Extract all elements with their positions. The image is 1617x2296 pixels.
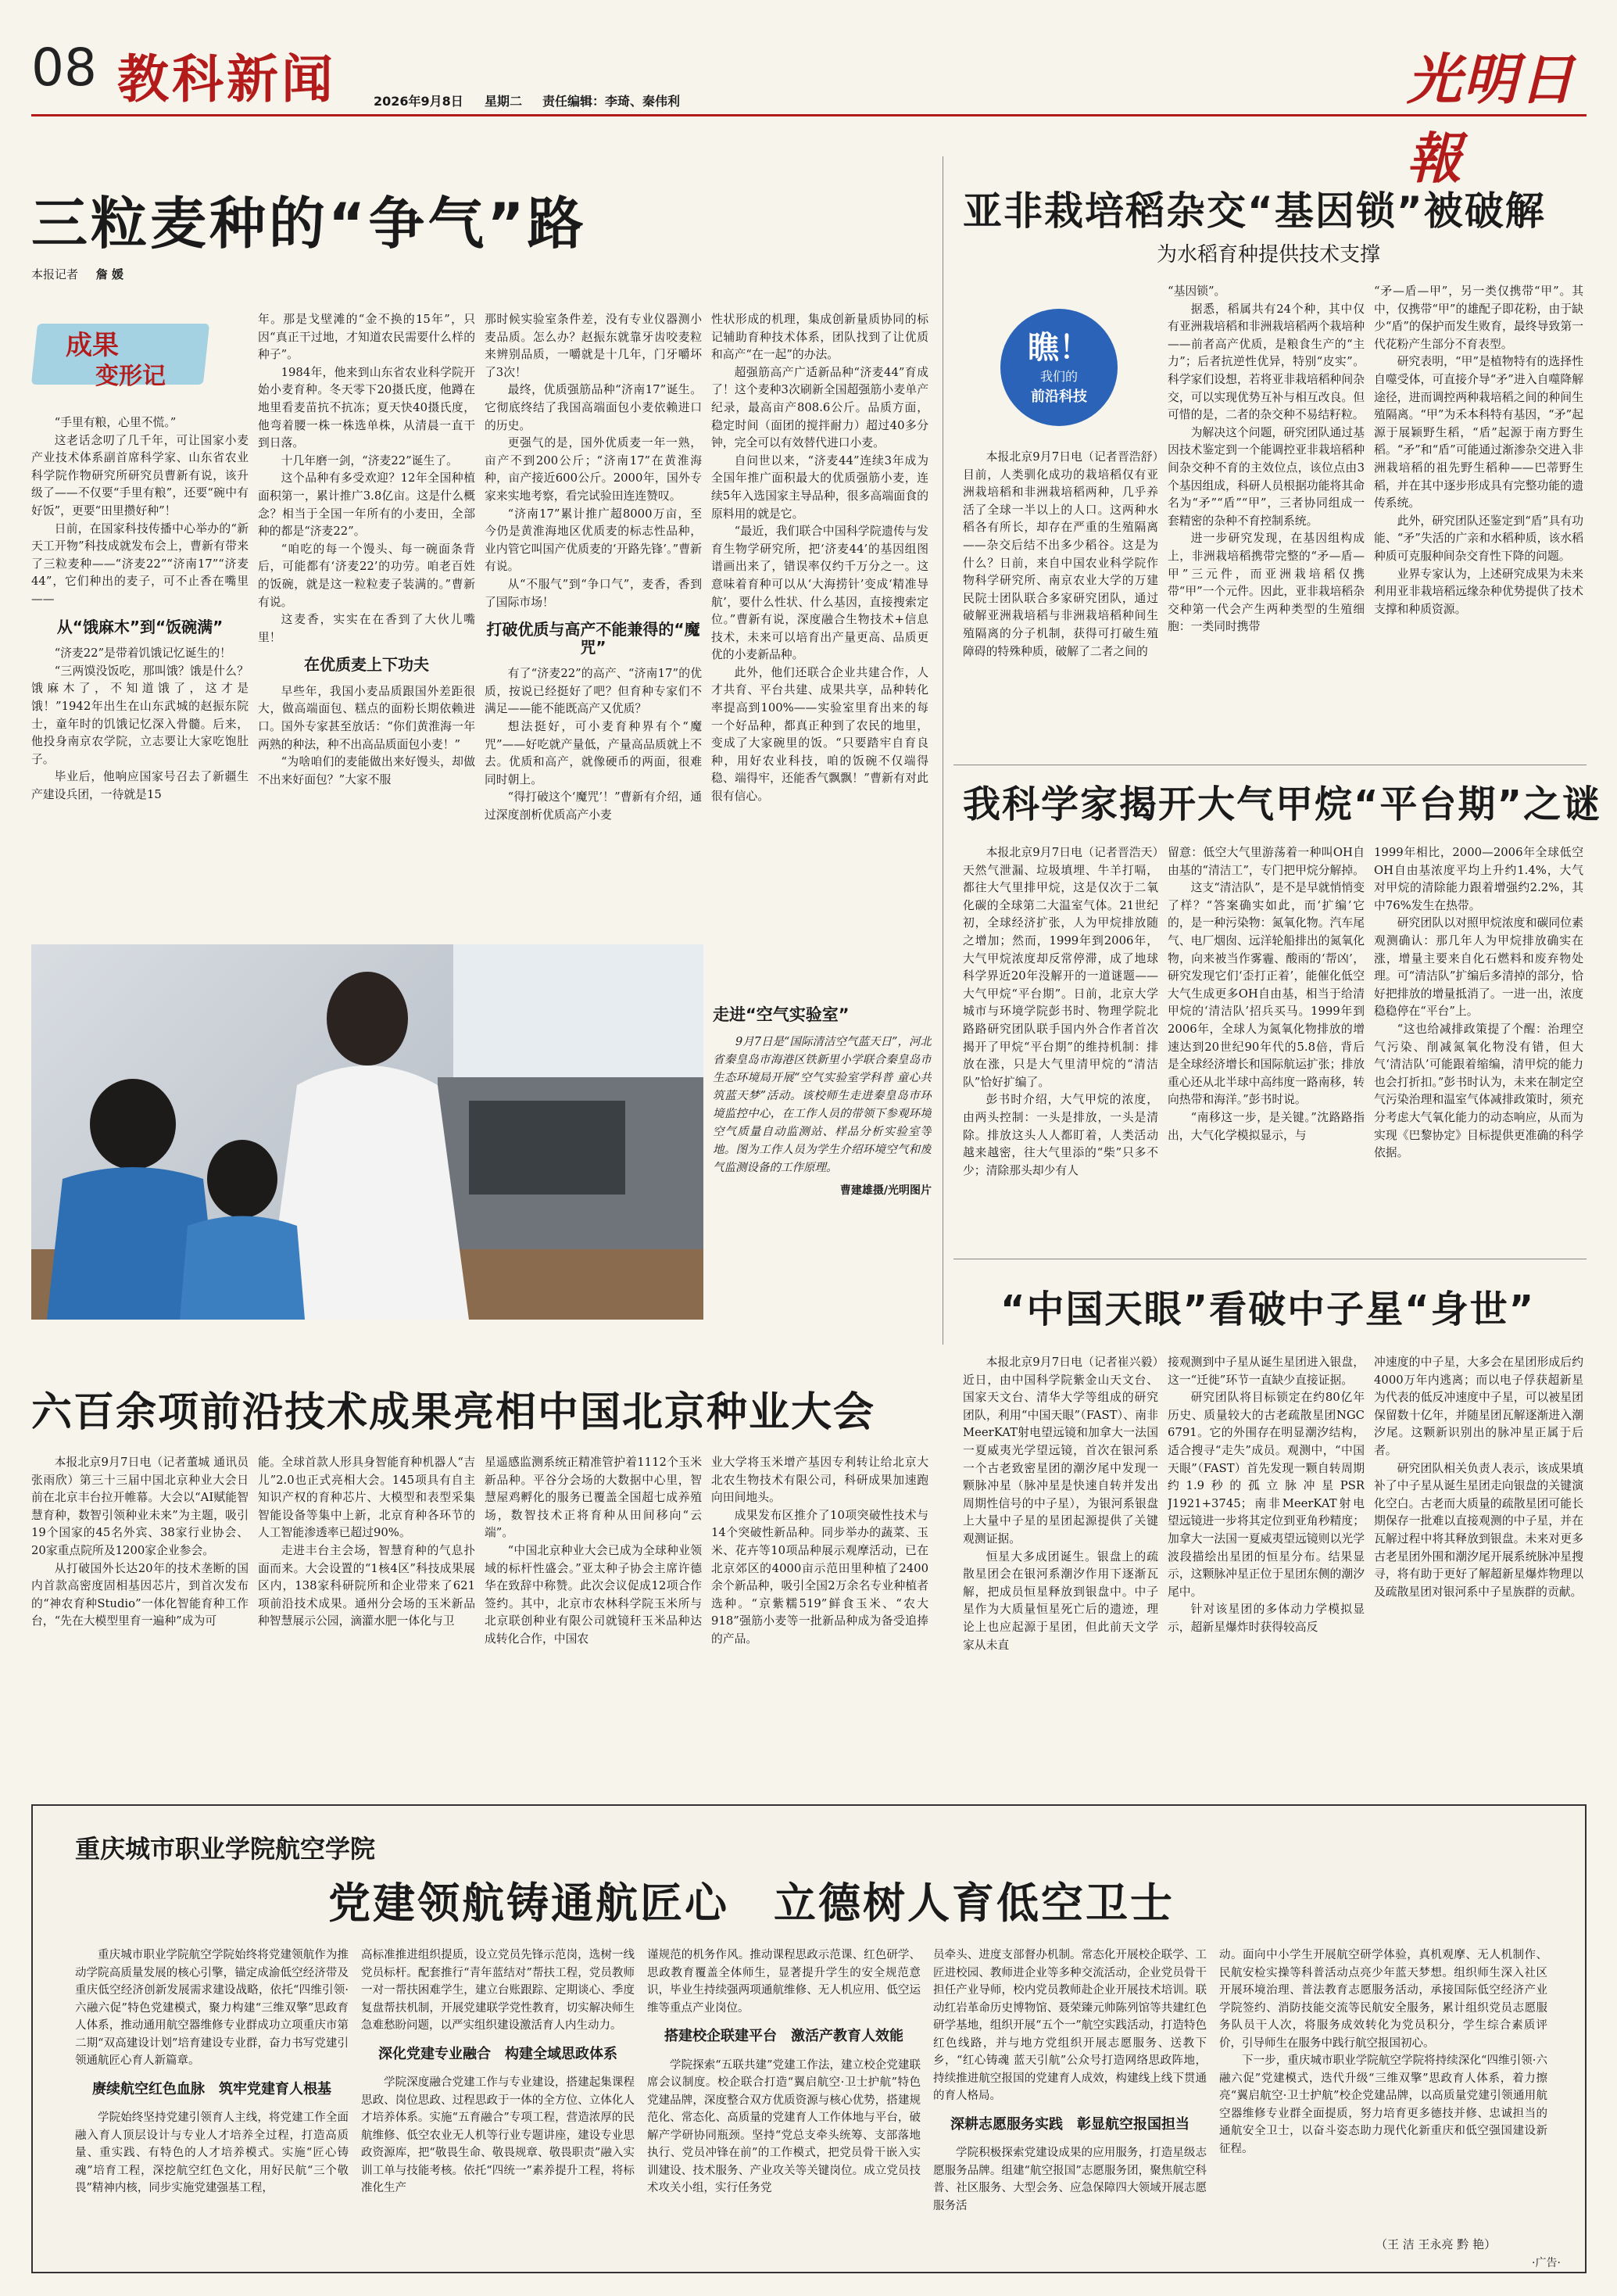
paragraph: 研究团队相关负责人表示，该成果填补了中子星从诞生星团走向银盘的关键演化空白。古老而大质量的疏散星团可能长期保存一批难以直接观测的中子星，并在瓦解过程中将其释放到银盘。未来对更多古老星团外围和潮汐尾开展系统脉冲星搜寻，将有助于更好了解超新星爆炸物理以及疏散星团对银河系中子星族群的贡献。	[1374, 1461, 1583, 1599]
photo-credit: 曹建雄摄/光明图片	[839, 1184, 932, 1197]
paragraph: 早些年，我国小麦品质跟国外差距很大，做高端面包、糕点的面粉长期依赖进口。国外专家甚至放话：“你们黄淮海一年两熟的种法，种不出高品质面包小麦！”	[258, 684, 475, 751]
article4-col2	[1168, 1354, 1365, 1761]
paragraph: 星遥感监测系统正精准管护着1112个玉米新品种。平谷分会场的大数据中心里，智慧屋鸡孵化的服务已覆盖全国超七成养殖场，数智技术正将育种从田间移向“云端”。	[485, 1456, 702, 1540]
paragraph: 年。那是戈壁滩的“金不换的15年”，只因“真正干过地，才知道农民需要什么样的种子”。	[258, 313, 475, 362]
paragraph: 走进丰台主会场，智慧育种的气息扑面而来。大会设置的“1核4区”科技成果展区内，138家科研院所和企业带来了621项前沿技术成果。通州分会场的玉米新品种智慧展示公园，滴灌水肥一体化与卫	[258, 1543, 475, 1628]
paragraph: 从“不服气”到“争口气”，麦香，香到了国际市场！	[485, 577, 702, 609]
paragraph: 本报北京9月7日电（记者晋浩舒）目前，人类驯化成功的栽培稻仅有亚洲栽培稻和非洲栽培稻两种，几乎养活了全球一半以上的人口。这两种水稻各有所长，却存在严重的生殖隔离——杂交后结不出多少稻谷。这是为什么？日前，来自中国农业科学院作物科学研究所、南京农业大学的万建民院士团队联合多家研究团队，通过破解亚洲栽培稻与非洲栽培稻种间生殖隔离的分子机制，获得可打破生殖障碍的特殊种质，破解了二者之间的	[963, 450, 1158, 658]
subhead: 深耕志愿服务实践 彰显航空报国担当	[950, 2115, 1189, 2133]
article1-byline-prefix: 本报记者	[31, 267, 79, 281]
paragraph: 那时候实验室条件差，没有专业仪器测小麦品质。怎么办？赵振东就靠牙齿咬麦粒来辨别品质，一嚼就是十几年，门牙嚼坏了3次！	[485, 313, 702, 379]
article5-col1	[31, 1454, 249, 1782]
news-photo	[31, 944, 703, 1320]
editors: 责任编辑：李琦、秦伟利	[542, 94, 681, 109]
article1-badge	[34, 313, 214, 399]
badge-line1: 成果	[66, 330, 119, 361]
photo-illustration	[31, 944, 703, 1320]
ad-col4	[933, 1947, 1207, 2259]
paragraph: “最近，我们联合中国科学院遗传与发育生物学研究所，把‘济麦44’的基因组图谱画出来了，错误率仅约千万分之一。这意味着育种可以从‘大海捞针’变成‘精准导航’，要什么性状、什么基因，直接搜索定位。”曹新有说，深度融合生物技术+信息技术，未来可以培育出产量更高、品质更优的小麦新品种。	[711, 525, 928, 662]
paragraph: 日前，在国家科技传播中心举办的“新天工开物”科技成就发布会上，曹新有带来了三粒麦种——“济麦22”“济南17”“济麦44”，它们种出的麦子，可不止香在嘴里——	[31, 521, 249, 606]
article5-col2	[258, 1454, 475, 1782]
article2-subtitle: 为水稻育种提供技术支撑	[1157, 243, 1381, 267]
paragraph: 从打破国外长达20年的技术垄断的国内首款高密度固相基因芯片，到首次发布的“神农育种Studio”一体化智能育种工作台，“先在大模型里育一遍种”成为可	[31, 1561, 249, 1628]
paragraph: 动。面向中小学生开展航空研学体验，真机观摩、无人机制作、民航安检实操等科普活动点亮少年蓝天梦想。组织师生深入社区开展环境治理、普法教育志愿服务活动，承接国际低空经济产业学院签约、消防技能交流等民航安全服务，累计组织党员志愿服务队员干人次，将服务成效转化为党员积分，学生综合素质评价，引导师生在服务中践行航空报国初心。	[1219, 1949, 1547, 2050]
paragraph: 进一步研究发现，在基因组构成上，非洲栽培稻携带完整的“矛—盾—甲”三元件，而亚洲栽培稻仅携带“甲”一个元件。因此，亚非栽培稻杂交种第一代会产生两种类型的生殖细胞：一类同时携带	[1168, 532, 1365, 634]
article4-col3	[1374, 1354, 1583, 1761]
paragraph: 这老话念叨了几千年，可让国家小麦产业技术体系副首席科学家、山东省农业科学院作物研究所研究员曹新有说，该升级了——不仅要“手里有粮”，还要“碗中有好饭”，更要“田里攒好种”！	[31, 433, 249, 518]
paragraph: 针对该星团的多体动力学模拟显示，超新星爆炸时获得较高反	[1168, 1603, 1365, 1634]
issue-date: 2026年9月8日	[374, 94, 463, 109]
ad-col2	[361, 1947, 635, 2259]
issue-weekday: 星期二	[485, 94, 523, 109]
article4-title: “中国天眼”看破中子星“身世”	[1000, 1288, 1536, 1331]
paragraph: 想法挺好，可小麦育种界有个“魔咒”——好吃就产量低，产量高品质就上不去。优质和高产，就像硬币的两面，很难同时朝上。	[485, 720, 702, 786]
ad-signature: （王 洁 王永亮 黔 艳）	[1376, 2237, 1497, 2251]
paragraph: 员牵头、进度支部督办机制。常态化开展校企联学、工匠进校园、教师进企业等多种交流活动，企业党员骨干担任产业导师，校内党员教师赴企业开展技术培训。联动红岩革命历史博物馆、聂荣臻元帅陈列馆等共建红色研学基地，组织开展“五个一”航空实践活动，打造特色红色线路，并与地方党组织开展志愿服务、送教下乡，“红心铸魂 蓝天引航”公众号打造网络思政阵地，持续推进航空报国的党建育人成效，构建线上线下贯通的育人格局。	[933, 1949, 1207, 2102]
paragraph: 学院探索“五联共建”党建工作法，建立校企党建联席会议制度。校企联合打造“翼启航空·卫士护航”特色党建品牌，深度整合双方优质资源与核心优势，搭建规范化、常态化、高质量的党建育人工作体地与平台，破解产学研协同瓶颈。坚持“党总支牵头统筹、支部落地执行、党员冲锋在前”的工作模式，把党员骨干嵌入实训建设、技术服务、产业攻关等关键岗位。成立党员技术攻关小组，实行任务党	[647, 2058, 921, 2194]
article5-col3	[485, 1454, 702, 1782]
paragraph: 为解决这个问题，研究团队通过基因技术鉴定到一个能调控亚非栽培稻种间杂交种不育的主效位点，该位点由3个基因组成，科研人员根据功能将其命名为“矛”“盾”“甲”，三者协同组成一套精密的杂种不育控制系统。	[1168, 425, 1365, 528]
article1-col1	[31, 414, 249, 907]
ad-org: 重庆城市职业学院航空学院	[75, 1834, 376, 1864]
paragraph: “三两馍没饭吃，那叫饿？饿是什么？饿麻木了，不知道饿了，这才是饿！”1942年出生在山东武城的赵振东院士，童年时的饥饿记忆深入骨髓。后来，他投身南京农学院，立志要让大家吃饱肚子。	[31, 664, 249, 766]
subhead: 深化党建专业融合 构建全域思政体系	[378, 2045, 617, 2062]
paragraph: 高标准推进组织提质，设立党员先锋示范岗，选树一线党员标杆。配套推行“青年蓝结对”帮扶工程，党员教师一对一帮扶困难学生，建立台账跟踪、定期谈心、季度复盘帮扶机制，开展党建联学党性教育，切实解决师生急难愁盼问题，以严实组织建设激活育人内生动力。	[361, 1949, 635, 2032]
subhead: 在优质麦上下功夫	[304, 655, 429, 675]
paragraph: 研究团队将目标锁定在约80亿年历史、质量较大的古老疏散星团NGC 6791。它的外围存在明显潮汐结构，适合搜寻“走失”成员。观测中，“中国天眼”（FAST）首先发现一颗自转周期约1.9秒的孤立脉冲星PSR J1921+3745；南非MeerKAT射电望远镜进一步将其定位到亚角秒精度；加拿大一法国一夏威夷望远镜则以光学波段描绘出星团的恒星分布。结果显示，这颗脉冲星正位于星团东侧的潮汐尾中。	[1168, 1391, 1365, 1599]
paragraph: “为啥咱们的麦能做出来好馒头，却做不出来好面包？”大家不服	[258, 755, 475, 786]
masthead-rule	[31, 114, 1587, 116]
subhead: 打破优质与高产不能兼得的“魔咒”	[486, 620, 700, 657]
ad-col5	[1219, 1947, 1547, 2233]
article1-byline-name: 詹 媛	[95, 267, 124, 281]
article3-col3	[1374, 844, 1583, 1251]
paragraph: 下一步，重庆城市职业学院航空学院将持续深化“四维引领·六融六促”党建模式，迭代升级“三维双擎”思政育人体系，着力擦亮“翼启航空·卫士护航”校企党建品牌，以高质量党建引领通用航空器维修专业群全面提质，努力培育更多德技并修、忠诚担当的通航安全卫士，以奋斗姿态助力现代化新重庆和低空强国建设新征程。	[1219, 2054, 1547, 2155]
paragraph: “济麦22”是带着饥饿记忆诞生的！	[54, 647, 231, 661]
paragraph: 接观测到中子星从诞生星团进入银盘，这一“迁徙”环节一直缺少直接证据。	[1168, 1356, 1365, 1387]
paragraph: 能。全球首款人形具身智能育种机器人“吉儿”2.0也正式亮相大会。145项具有自主知识产权的育种芯片、大模型和表型采集智能设备等集中上新，北京育种各环节的人工智能渗透率已超过90%。	[258, 1456, 475, 1540]
paragraph: 毕业后，他响应国家号召去了新疆生产建设兵团，一待就是15	[31, 770, 249, 801]
article5-title: 六百余项前沿技术成果亮相中国北京种业大会	[31, 1389, 876, 1436]
ad-title: 党建领航铸通航匠心 立德树人育低空卫士	[328, 1879, 1175, 1928]
paragraph: 有了“济麦22”的高产、“济南17”的优质，按说已经挺好了吧？但育种专家们不满足——能不能既高产又优质？	[485, 667, 702, 716]
paragraph: 这麦香，实实在在香到了大伙儿嘴里！	[258, 613, 475, 644]
paragraph: 这个品种有多受欢迎？12年全国种植面积第一，累计推广3.8亿亩。这是什么概念？相当于全国一年所有的小麦田，全部种的都是“济麦22”。	[258, 471, 475, 539]
newspaper-logo: 光明日報	[1407, 47, 1576, 191]
photo-caption-text: 9月7日是“国际清洁空气蓝天日”，河北省秦皇岛市海港区铁新里小学联合秦皇岛市生态环境局开展“空气实验室学科普 童心共筑蓝天梦”活动。该校师生走进秦皇岛市环境监控中心，在工作人员的带领下参观环境空气质量自动监测站、样品分析实验室等地。图为工作人员为学生介绍环境空气和废气监测设备的工作原理。	[713, 1036, 932, 1174]
paragraph: 留意：低空大气里游荡着一种叫OH自由基的“清洁工”，专门把甲烷分解掉。	[1168, 846, 1365, 877]
badge-line2: 我们的	[1039, 369, 1078, 384]
paragraph: 谨规范的机务作风。推动课程思政示范课、红色研学、思政教育覆盖全体师生，显著提升学生的安全规范意识，毕业生持续强两项通航维修、无人机应用、低空运维等重点产业岗位。	[647, 1949, 921, 2015]
paragraph: 1999年相比，2000—2006年全球低空OH自由基浓度平均上升约1.4%，大气对甲烷的清除能力跟着增强约2.2%，其中76%发生在热带。	[1374, 846, 1583, 912]
page-number: 08	[31, 38, 97, 98]
subhead: 赓续航空红色血脉 筑牢党建育人根基	[92, 2080, 331, 2097]
photo-caption-title: 走进“空气实验室”	[713, 1005, 850, 1024]
paragraph: “这也给减排政策提了个醒：治理空气污染、削减氮氧化物没有错，但大气‘清洁队’可能跟着缩编，清甲烷的能力也会打折扣。”彭书时认为，未来在制定空气污染治理和温室气体减排政策时，须充分考虑大气氧化能力的动态响应，从而为实现《巴黎协定》目标提供更准确的科学依据。	[1374, 1022, 1583, 1160]
paragraph: “咱吃的每一个馒头、每一碗面条背后，可能都有‘济麦22’的功劳。咱老百姓的饭碗，就是这一粒粒麦子装满的。”曹新有说。	[258, 542, 475, 609]
paragraph: “中国北京种业大会已成为全球种业领域的标杆性盛会。”亚太种子协会主席许德华在致辞中称赞。此次会议促成12项合作签约。其中，北京市农林科学院玉米所与北京联创种业有限公司就镜秆玉米品种达成转化合作，中国农	[485, 1543, 702, 1646]
paragraph: 成果发布区推介了10项突破性技术与14个突破性新品种。同步举办的蔬菜、玉米、花卉等10项品种展示观摩活动，已在北京郊区的4000亩示范田里种植了2400余个新品种，吸引全国2万余名专业种植者选种。“京紫糯519”鲜食玉米、“农大918”强筋小麦等一批新品种成为备受追捧的产品。	[711, 1508, 928, 1646]
article2-badge	[1000, 309, 1118, 426]
ad-col1	[75, 1947, 349, 2259]
paragraph: 这支“清洁队”，是不是早就悄悄变了样？“答案确实如此，而‘扩编’它的，是一种污染物：氮氧化物。汽车尾气、电厂烟囱、远洋轮船排出的氮氧化物，向来被当作雾霾、酸雨的‘帮凶’，研究发现它们‘歪打正着’，能催化低空大气生成更多OH自由基，相当于给清甲烷的‘清洁队’招兵买马。1999年到2006年，全球人为氮氧化物排放的增速达到20世纪90年代的5.8倍，背后是全球经济增长和国际航运扩张；排放重心还从北半球中高纬度一路南移，转向热带和海洋。”彭书时说。	[1168, 881, 1365, 1107]
paragraph: 业界专家认为，上述研究成果为未来利用亚非栽培稻远缘杂种优势提供了技术支撑和种质资源。	[1374, 567, 1583, 616]
paragraph: “得打破这个‘魔咒’！”曹新有介绍，通过深度剖析优质高产小麦	[485, 790, 702, 822]
ad-label: ·广告·	[1532, 2257, 1561, 2269]
article3-col2	[1168, 844, 1365, 1251]
paragraph: 本报北京9月7日电（记者董城 通讯员张雨欣）第三十三届中国北京种业大会日前在北京丰台拉开帷幕。大会以“AI赋能智慧育种，数智引领种业未来”为主题，吸引19个国家的45名外宾、38家行业协会、20家重点院所及1200家企业参会。	[31, 1456, 249, 1557]
paragraph: 性状形成的机理，集成创新量质协同的标记辅助育种技术体系，团队找到了让优质和高产“在一起”的办法。	[711, 313, 928, 362]
paragraph: 研究团队以对照甲烷浓度和碳同位素观测确认：那几年人为甲烷排放确实在涨，增量主要来自化石燃料和废弃物处理。可“清洁队”扩编后多清掉的部分，恰好把排放的增量抵消了。一进一出，浓度稳稳停在“平台”上。	[1374, 916, 1583, 1019]
paragraph: 本报北京9月7日电（记者崔兴毅）近日，由中国科学院紫金山天文台、国家天文台、清华大学等组成的研究团队，利用“中国天眼”（FAST）、南非MeerKAT射电望远镜和加拿大一法国一夏威夷光学望远镜，首次在银河系一个古老致密星团的潮汐尾中发现一颗脉冲星（脉冲星是快速自转并发出周期性信号的中子星），为银河系银盘上大量中子星的星团起源提供了关键观测证据。	[963, 1356, 1158, 1546]
paragraph: “南移这一步，是关键。”沈路路指出，大气化学模拟显示，与	[1168, 1110, 1365, 1142]
paragraph: 更强气的是，国外优质麦一年一熟，亩产不到200公斤；“济南17”在黄淮海种，亩产接近600公斤。2000年，国外专家来实地考察，看完试验田连连赞叹。	[485, 436, 702, 503]
person-child2-body	[180, 1216, 305, 1320]
paragraph: 1984年，他来到山东省农业科学院开始小麦育种。冬天零下20摄氏度，他蹲在地里看麦苗抗不抗冻；夏天快40摄氏度，他弯着腰一株一株选单株，从清晨一直干到日落。	[258, 365, 475, 450]
paragraph: 学院积极探索党建设成果的应用服务，打造星级志愿服务品牌。组建“航空报国”志愿服务团，聚焦航空科普、社区服务、大型会务、应急保障四大领域开展志愿服务活	[933, 2147, 1207, 2212]
subhead: 搭建校企联建平台 激活产教育人效能	[664, 2028, 903, 2044]
instrument-panel	[469, 1101, 625, 1195]
article4-col1	[963, 1354, 1158, 1761]
paragraph: 学院深度融合党建工作与专业建设，搭建起集课程思政、岗位思政、过程思政于一体的全方位、立体化人才培养体系。实施“五育融合”专项工程，营造浓厚的民航维修、低空农业无人机等行业专题讲座，建设专业思政资源库，把“敬畏生命、敬畏规章、敬畏职责”融入实训工单与技能考核。依托“四统一”素养提升工程，将标准化生产	[361, 2076, 635, 2194]
badge-line3: 前沿科技	[1031, 389, 1087, 405]
paragraph: 冲速度的中子星，大多会在星团形成后约4000万年内逃离；而以电子俘获超新星为代表的低反冲速度中子星，可以被星团保留数十亿年，并随星团瓦解逐渐进入潮汐尾。这颗新识别出的脉冲星正属于后者。	[1374, 1356, 1583, 1457]
article3-col1	[963, 844, 1158, 1251]
paragraph: 自问世以来，“济麦44”连续3年成为全国年推广面积最大的优质强筋小麦，连续5年入选国家主导品种，很多高端面食的原料用的就是它。	[711, 453, 928, 521]
article1-byline	[31, 266, 123, 282]
paragraph: 此外，研究团队还鉴定到“盾”具有功能、“矛”失活的广亲和水稻种质，该水稻种质可克服种间杂交育性下降的问题。	[1374, 514, 1583, 563]
paragraph: 十几年磨一剑，“济麦22”诞生了。	[281, 453, 458, 467]
article1-col2	[258, 311, 475, 907]
paragraph: “济南17”累计推广超8000万亩，至今仍是黄淮海地区优质麦的标志性品种，业内管它叫国产优质麦的‘开路先锋’。”曹新有说。	[485, 507, 702, 574]
section-title: 教科新闻	[117, 49, 336, 109]
article1-title: 三粒麦种的“争气”路	[31, 191, 587, 256]
article2-col3	[1374, 283, 1583, 758]
paragraph: 业大学将玉米增产基因专利转让给北京大北农生物技术有限公司，科研成果加速跑向田间地头。	[711, 1456, 928, 1505]
person-child2-head	[207, 1140, 277, 1218]
paragraph: 最终，优质强筋品种“济南17”诞生。它彻底终结了我国高端面包小麦依赖进口的历史。	[485, 383, 702, 432]
paragraph: 超强筋高产广适新品种“济麦44”育成了！这个麦种3次刷新全国超强筋小麦单产纪录，最高亩产808.6公斤。品质方面，稳定时间（面团的搅拌耐力）超过40多分钟，完全可以有效替代进口小麦。	[711, 365, 928, 450]
article3-title: 我科学家揭开大气甲烷“平台期”之谜	[963, 783, 1602, 826]
paragraph: 恒星大多成团诞生。银盘上的疏散星团会在银河系潮汐作用下逐渐瓦解，把成员恒星释放到银盘中。中子星作为大质量恒星死亡后的遗迹，理论上也应起源于星团，但此前天文学家从未直	[963, 1549, 1158, 1652]
article5-col4	[711, 1454, 928, 1782]
paragraph: 本报北京9月7日电（记者晋浩天）天然气泄漏、垃圾填埋、牛羊打嗝，都往大气里排甲烷，这是仅次于二氧化碳的全球第二大温室气体。21世纪初，全球经济扩张，人为甲烷排放随之增加；然而，1999年到2006年，大气甲烷浓度却反常停滞，成了地球科学界近20年没解开的一道谜题——大气甲烷“平台期”。日前，北京大学城市与环境学院彭书时、物理学院北路路研究团队联手国内外合作者首次揭开了甲烷“平台期”的维持机制：排放在涨，只是大气里清甲烷的“清洁队”恰好扩编了。	[963, 846, 1158, 1089]
paragraph: 此外，他们还联合企业共建合作，人才共育、平台共建、成果共享，品种转化率提高到100%——实验室里育出来的每一个好品种，都真正种到了农民的地里，变成了大家碗里的饭。“只要踏牢自育良种，用好农业科技，咱的饭碗不仅端得稳、端得牢，还能香气飘飘！”曹新有对此很有信心。	[711, 665, 928, 804]
paragraph: 彭书时介绍，大气甲烷的浓度，由两头控制：一头是排放，一头是清除。排放这头人人都盯着，人类活动越来越密，往大气里添的“柴”只多不少；清除那头却少有人	[963, 1093, 1158, 1177]
ad-col3	[647, 1947, 921, 2259]
paragraph: 研究表明，“甲”是植物特有的选择性自噬受体，可直接介导“矛”进入自噬降解途径，进而调控两种栽培稻之间的种间生殖隔离。“甲”为禾本科特有基因，“矛”起源于展颖野生稻，“盾”起源于南方野生稻。“矛”和“盾”可能通过渐渗杂交进入非洲栽培稻的祖先野生稻种——巴蒂野生稻，并在其中逐步形成具有完整功能的遗传系统。	[1374, 355, 1583, 510]
person-child-head	[90, 1079, 176, 1169]
paragraph: “基因锁”。	[1168, 285, 1226, 298]
paragraph: 学院始终坚持党建引领育人主线，将党建工作全面融入育人顶层设计与专业人才培养全过程，打造高质量、重实践、有特色的人才培养模式。实施“匠心铸魂”培育工程，深挖航空红色文化，用好民航“三个敬畏”精神内核，同步实施党建强基工程，	[75, 2112, 349, 2194]
article2-col1	[963, 449, 1158, 758]
article1-col3	[485, 311, 702, 907]
subhead: 从“饿麻木”到“饭碗满”	[56, 617, 224, 636]
article1-col4	[711, 311, 928, 907]
paragraph: 据悉，稻属共有24个种，其中仅有亚洲栽培稻和非洲栽培稻两个栽培种——前者高产优质，是粮食生产的“主力”；后者抗逆性优异，特别“皮实”。科学家们设想，若将亚非栽培稻种间杂交，可以实现优势互补与相互改良。但可惜的是，二者的杂交种不易结籽粒。	[1168, 302, 1365, 422]
article2-title: 亚非栽培稻杂交“基因锁”被破解	[963, 188, 1546, 234]
article2-col2	[1168, 283, 1365, 758]
person-technician-head	[327, 972, 408, 1066]
paragraph: 重庆城市职业学院航空学院始终将党建领航作为推动学院高质量发展的核心引擎，锚定成渝低空经济带及重庆低空经济创新发展需求建设战略，依托“四维引领·六融六促”特色党建模式，聚力构建“三维双擎”思政育人体系，推动通用航空器维修专业群成功立项重庆市第二期“双高建设计划”培育建设专业群，奋力书写党建引领通航匠心育人新篇章。	[75, 1949, 349, 2067]
photo-caption	[713, 944, 932, 1320]
paragraph: “矛—盾—甲”，另一类仅携带“甲”。其中，仅携带“甲”的雄配子即花粉，由于缺少“盾”的保护而发生败育，最终导致第一代花粉产生部分不育表型。	[1374, 285, 1583, 351]
badge-line2: 变形记	[95, 363, 166, 390]
badge-line1: 瞧！	[1028, 330, 1090, 366]
paragraph: “手里有粮，心里不慌。”	[54, 416, 177, 429]
